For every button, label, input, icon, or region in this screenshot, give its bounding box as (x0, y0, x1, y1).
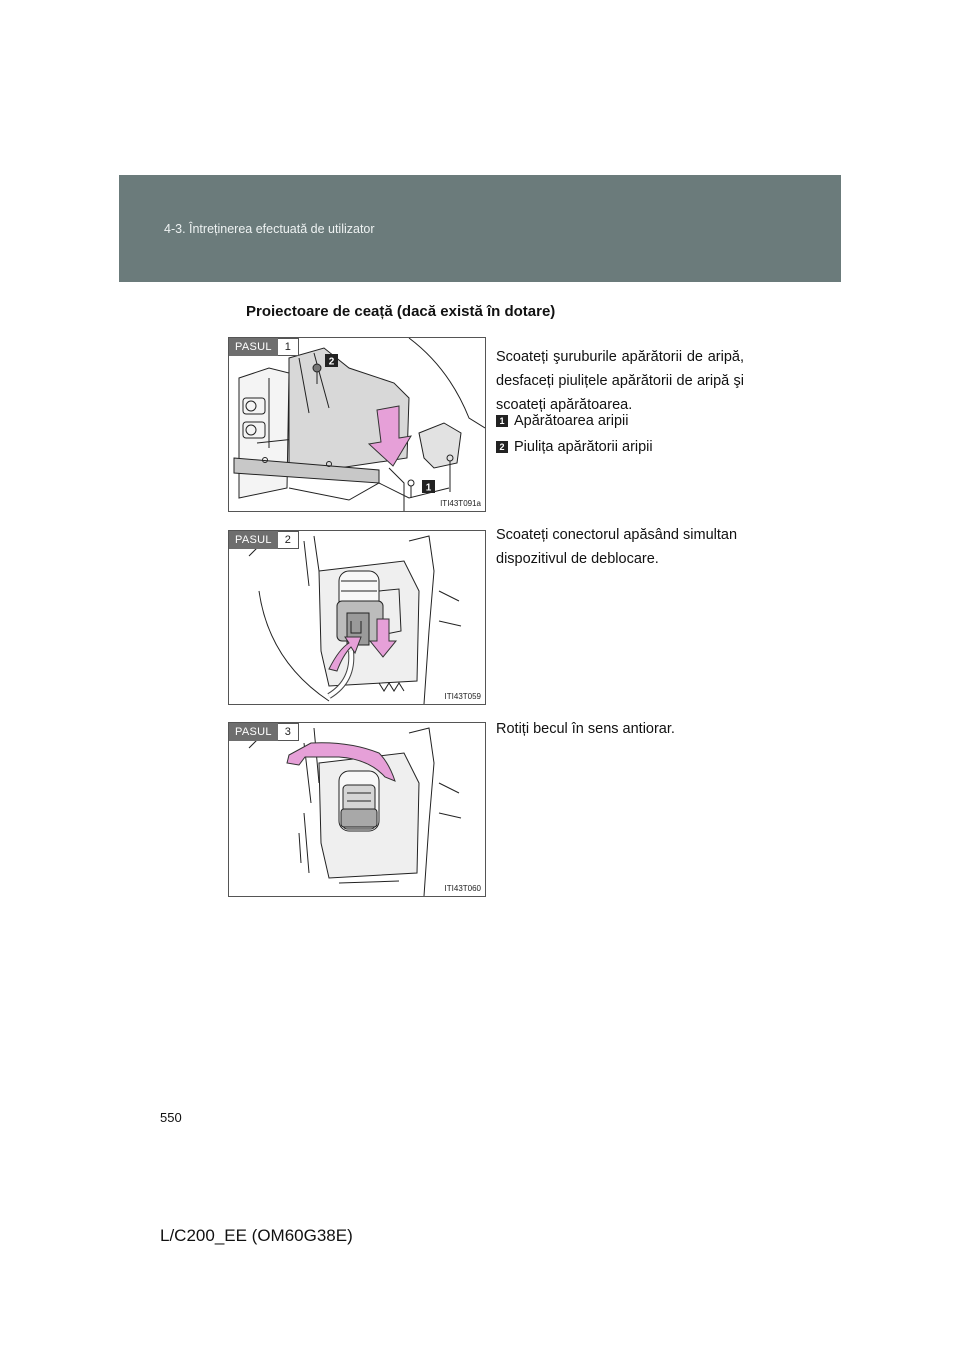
step-2-label (229, 531, 299, 549)
page-number: 550 (160, 1110, 182, 1125)
bulb-rotation-drawing (229, 723, 485, 896)
callout-2-number: 2 (328, 356, 335, 368)
legend-item-2 (496, 439, 653, 455)
step-label-pasul: PASUL (229, 338, 278, 356)
image-code: ITI43T059 (444, 692, 481, 701)
page-heading: Proiectoare de ceață (dacă există în dotare) (246, 303, 556, 320)
callout-1-marker (422, 480, 435, 494)
legend-number-2: 2 (496, 441, 508, 453)
step-label-pasul: PASUL (229, 531, 278, 549)
step-3-illustration (228, 722, 486, 897)
image-code: ITI43T060 (444, 884, 481, 893)
fender-liner-drawing (229, 338, 485, 511)
step-1-label (229, 338, 299, 356)
step-label-pasul: PASUL (229, 723, 278, 741)
callout-2-marker (325, 354, 338, 368)
step-1-illustration (228, 337, 486, 512)
legend-label-1: Apărătoarea aripii (514, 413, 629, 429)
legend-label-2: Piulița apărătorii aripii (514, 439, 653, 455)
section-title: 4-3. Întreținerea efectuată de utilizator (164, 222, 375, 236)
step-3-text: Rotiți becul în sens antiorar. (496, 721, 675, 737)
step-2-illustration (228, 530, 486, 705)
step-label-number: 3 (278, 723, 299, 741)
document-code: L/C200_EE (OM60G38E) (160, 1226, 353, 1245)
legend-number-1: 1 (496, 415, 508, 427)
connector-removal-drawing (229, 531, 485, 704)
step-label-number: 1 (278, 338, 299, 356)
step-3-label (229, 723, 299, 741)
image-code: ITI43T091a (440, 499, 481, 508)
legend-item-1 (496, 413, 628, 429)
step-1-text: Scoateți şuruburile apărătorii de aripă, desfaceți piulițele apărătorii de aripă şi scoateți apărătoarea. (496, 349, 744, 413)
step-label-number: 2 (278, 531, 299, 549)
step-2-text: Scoateți conectorul apăsând simultan dispozitivul de deblocare. (496, 527, 738, 567)
callout-1-number: 1 (425, 482, 432, 494)
